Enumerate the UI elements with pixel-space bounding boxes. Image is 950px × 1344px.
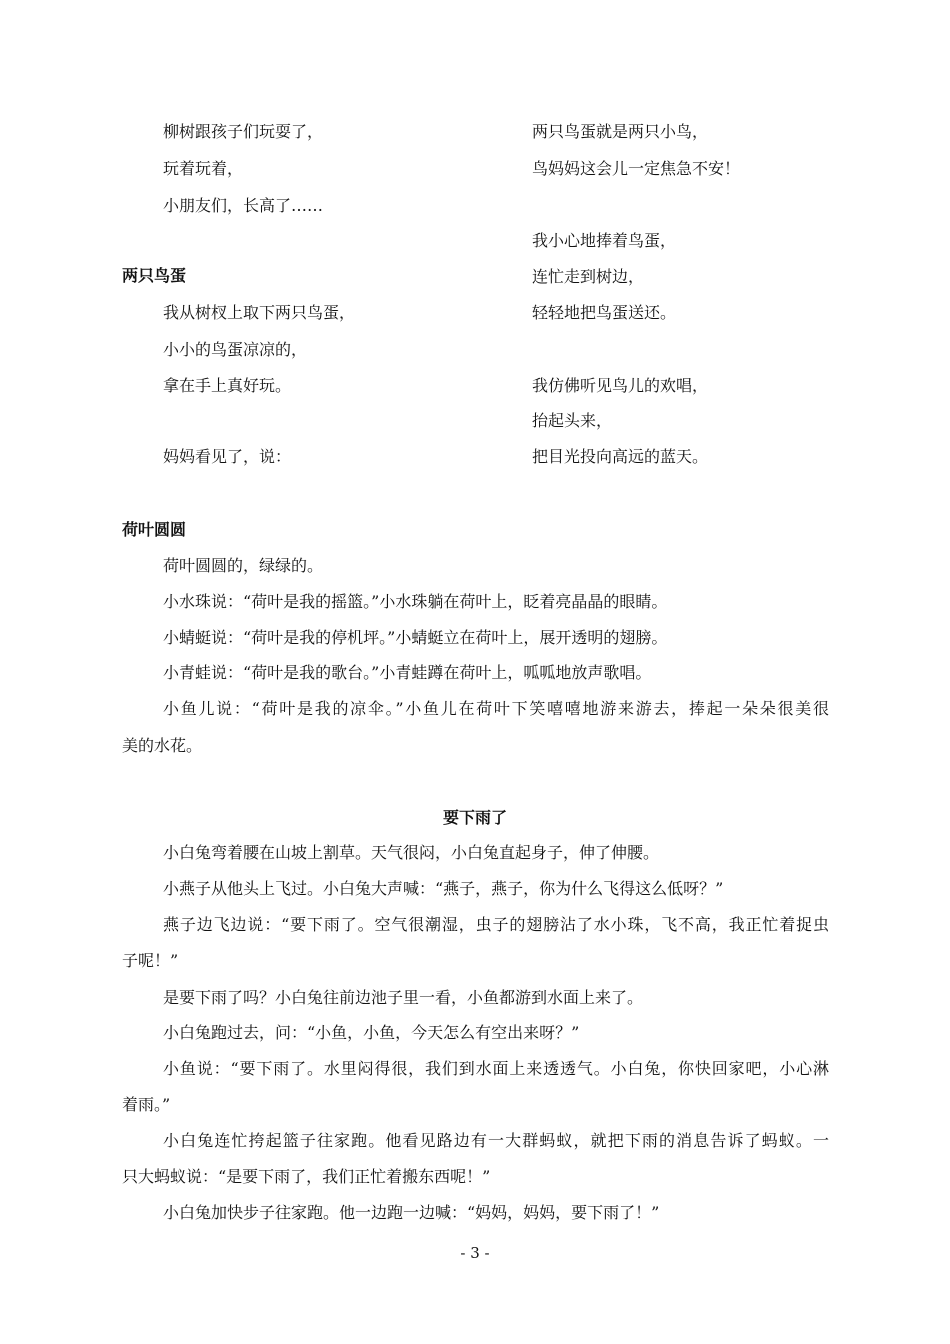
poem-line: 小朋友们，长高了…… [163, 196, 324, 215]
poem-line: 我从树杈上取下两只鸟蛋， [163, 303, 356, 322]
paragraph-line: 小水珠说：“荷叶是我的摇篮。”小水珠躺在荷叶上，眨着亮晶晶的眼睛。 [163, 592, 668, 611]
story-title: 要下雨了 [442, 808, 507, 827]
poem-line: 柳树跟孩子们玩耍了， [163, 122, 324, 141]
paragraph-line: 荷叶圆圆的，绿绿的。 [163, 556, 324, 575]
poem-line: 两只鸟蛋就是两只小鸟， [532, 122, 709, 141]
paragraph-line: 着雨。” [122, 1095, 171, 1114]
poem-line: 我仿佛听见鸟儿的欢唱， [532, 376, 709, 395]
paragraph-line: 小白兔跑过去，问：“小鱼，小鱼，今天怎么有空出来呀？” [163, 1023, 580, 1042]
poem-line: 连忙走到树边， [532, 267, 645, 286]
section-title: 两只鸟蛋 [122, 266, 187, 285]
paragraph-line: 小蜻蜓说：“荷叶是我的停机坪。”小蜻蜓立在荷叶上，展开透明的翅膀。 [163, 628, 668, 647]
poem-line: 小小的鸟蛋凉凉的， [163, 340, 308, 359]
poem-line: 抬起头来， [532, 411, 613, 430]
paragraph-line: 小鱼说：“要下雨了。水里闷得很，我们到水面上来透透气。小白兔，你快回家吧，小心淋 [163, 1059, 829, 1078]
paragraph-line: 小白兔加快步子往家跑。他一边跑一边喊：“妈妈，妈妈，要下雨了！” [163, 1203, 660, 1222]
paragraph-line: 只大蚂蚁说：“是要下雨了，我们正忙着搬东西呢！” [122, 1167, 491, 1186]
paragraph-line: 小青蛙说：“荷叶是我的歌台。”小青蛙蹲在荷叶上，呱呱地放声歌唱。 [163, 663, 652, 682]
section-title: 荷叶圆圆 [122, 520, 187, 539]
paragraph-line: 子呢！” [122, 951, 179, 970]
poem-line: 轻轻地把鸟蛋送还。 [532, 303, 677, 322]
page-number: - 3 - [460, 1244, 490, 1262]
paragraph-line: 小鱼儿说：“荷叶是我的凉伞。”小鱼儿在荷叶下笑嘻嘻地游来游去，捧起一朵朵很美很 [163, 699, 829, 718]
paragraph-line: 燕子边飞边说：“要下雨了。空气很潮湿，虫子的翅膀沾了水小珠，飞不高，我正忙着捉虫 [163, 915, 829, 934]
paragraph-line: 小白兔弯着腰在山坡上割草。天气很闷，小白兔直起身子，伸了伸腰。 [163, 843, 660, 862]
paragraph-line: 美的水花。 [122, 736, 203, 755]
poem-line: 拿在手上真好玩。 [163, 376, 292, 395]
poem-line: 把目光投向高远的蓝天。 [532, 447, 709, 466]
paragraph-line: 小白兔连忙挎起篮子往家跑。他看见路边有一大群蚂蚁，就把下雨的消息告诉了蚂蚁。一 [163, 1131, 829, 1150]
paragraph-line: 小燕子从他头上飞过。小白兔大声喊：“燕子，燕子，你为什么飞得这么低呀？” [163, 879, 724, 898]
poem-line: 我小心地捧着鸟蛋， [532, 231, 677, 250]
poem-line: 妈妈看见了，说： [163, 447, 292, 466]
poem-line: 鸟妈妈这会儿一定焦急不安！ [532, 159, 741, 178]
poem-line: 玩着玩着， [163, 159, 244, 178]
paragraph-line: 是要下雨了吗？小白兔往前边池子里一看，小鱼都游到水面上来了。 [163, 988, 644, 1007]
